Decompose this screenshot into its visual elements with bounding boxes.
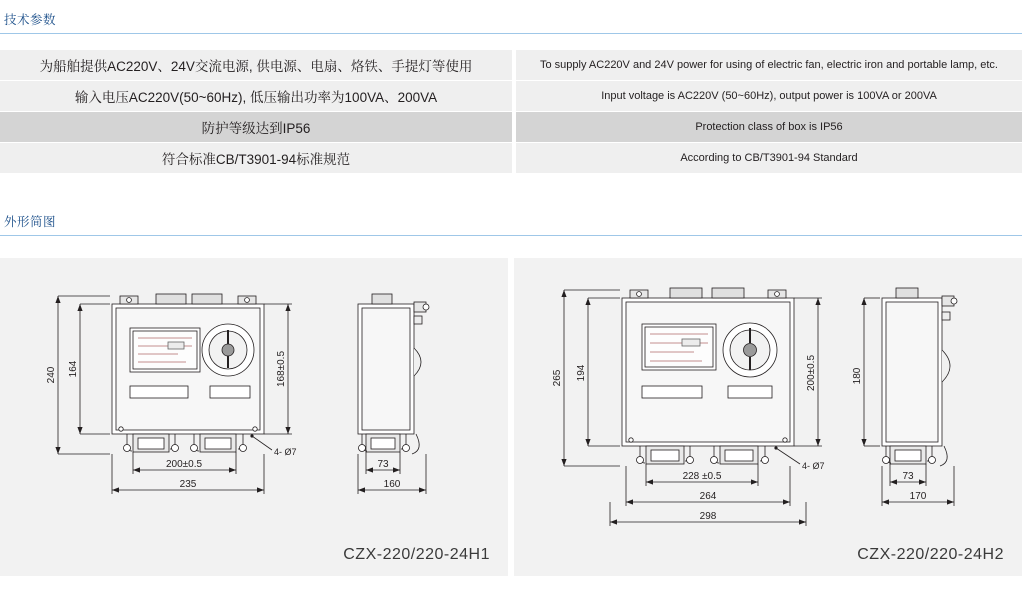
dim-left-outer: 265 (552, 369, 563, 387)
spec-cell-english: Protection class of box is IP56 (516, 112, 1022, 142)
drawing-panel-h2 (514, 258, 1022, 576)
spec-cell-chinese: 输入电压AC220V(50~60Hz), 低压输出功率为100VA、200VA (0, 81, 512, 111)
drawing-panels (0, 258, 1022, 576)
section-heading-technical (0, 8, 1022, 34)
section-title-technical: 技术参数 (4, 13, 57, 27)
dim-side-outer: 170 (909, 491, 927, 502)
spec-table (0, 50, 1022, 174)
table-row (0, 50, 1022, 80)
dim-bottom-inner: 228 ±0.5 (682, 471, 722, 482)
section-title-outline: 外形简图 (4, 215, 57, 229)
dim-side-inner: 73 (902, 471, 914, 482)
spec-cell-english: To supply AC220V and 24V power for using of electric fan, electric iron and portable lamp, etc. (516, 50, 1022, 80)
panel-caption-h1: CZX-220/220-24H1 (343, 546, 490, 563)
dim-side-inner: 73 (377, 459, 389, 470)
table-row (0, 112, 1022, 142)
spec-cell-chinese: 防护等级达到IP56 (0, 112, 512, 142)
section-heading-outline (0, 210, 1022, 236)
spec-cell-chinese: 符合标准CB/T3901-94标准规范 (0, 143, 512, 173)
dim-bottom-outer: 235 (179, 479, 197, 490)
table-row (0, 143, 1022, 173)
dim-hole-note: 4- Ø7 (274, 447, 297, 457)
dim-left-inner: 194 (576, 364, 587, 382)
panel-caption-h2: CZX-220/220-24H2 (857, 546, 1004, 563)
table-row (0, 81, 1022, 111)
dim-side-height: 180 (852, 367, 863, 385)
outline-drawing-h1 (0, 258, 508, 576)
drawing-panel-h1 (0, 258, 508, 576)
dim-bottom-mid: 264 (699, 491, 717, 502)
dim-left-outer: 240 (46, 366, 57, 384)
spec-cell-english: Input voltage is AC220V (50~60Hz), output power is 100VA or 200VA (516, 81, 1022, 111)
dim-side-outer: 160 (383, 479, 401, 490)
dim-right-vertical: 168±0.5 (276, 350, 287, 388)
dim-bottom-inner: 200±0.5 (165, 459, 203, 470)
dim-right-vertical: 200±0.5 (806, 354, 817, 392)
outline-drawing-h2 (514, 258, 1022, 576)
dim-bottom-outer: 298 (699, 511, 717, 522)
spec-cell-chinese: 为船舶提供AC220V、24V交流电源, 供电源、电扇、烙铁、手提灯等使用 (0, 50, 512, 80)
dim-left-inner: 164 (68, 360, 79, 378)
dim-hole-note: 4- Ø7 (802, 461, 825, 471)
spec-cell-english: According to CB/T3901-94 Standard (516, 143, 1022, 173)
